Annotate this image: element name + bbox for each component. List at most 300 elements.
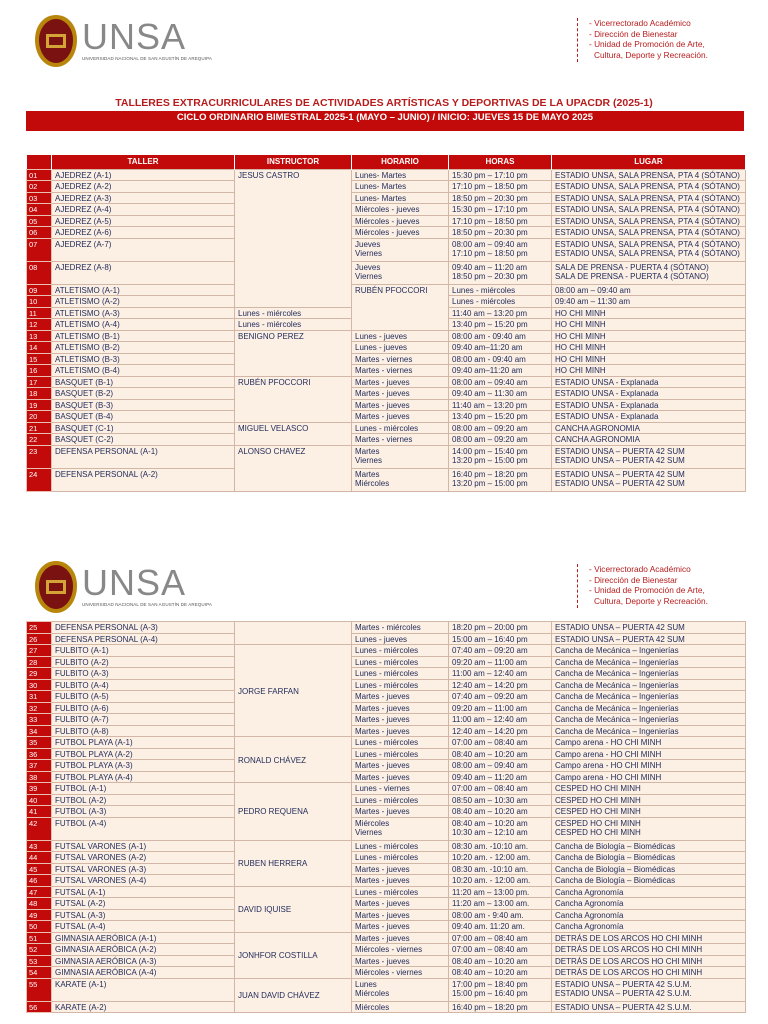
lugar-line: SALA DE PRENSA - PUERTA 4 (SÓTANO) — [555, 271, 709, 281]
horas-cell — [449, 875, 552, 887]
horas-cell — [449, 806, 552, 818]
department-line: Cultura, Deporte y Recreación. — [594, 595, 708, 606]
table-row — [27, 679, 746, 691]
department-block — [589, 18, 708, 60]
lugar-cell — [552, 422, 746, 434]
row-number: 11 — [27, 307, 52, 319]
horas-cell — [449, 898, 552, 910]
taller-cell: AJEDREZ (A-1) — [52, 169, 235, 181]
taller-cell: ATLETISMO (A-2) — [52, 296, 235, 308]
taller-cell: FULBITO (A-2) — [52, 656, 235, 668]
table-row — [27, 422, 746, 434]
unsa-logo — [34, 14, 212, 70]
row-number: 43 — [27, 840, 52, 852]
taller-cell: FULBITO (A-4) — [52, 679, 235, 691]
horario-cell — [352, 771, 449, 783]
lugar-cell — [552, 852, 746, 864]
lugar-line: SALA DE PRENSA - PUERTA 4 (SÓTANO) — [555, 262, 709, 272]
table-row — [27, 737, 746, 749]
horas-cell — [449, 955, 552, 967]
horas-cell — [449, 181, 552, 193]
table-row — [27, 875, 746, 887]
table-row — [27, 794, 746, 806]
horario-cell — [352, 399, 449, 411]
horario-line: Martes - jueves — [355, 412, 410, 421]
lugar-cell — [552, 806, 746, 818]
horario-cell — [352, 806, 449, 818]
horario-line: Lunes - miércoles — [238, 308, 302, 318]
row-number: 37 — [27, 760, 52, 772]
horas-line: 11:40 am – 13:20 pm — [452, 308, 528, 318]
horario-cell — [352, 898, 449, 910]
table-row — [27, 863, 746, 875]
horas-line: 15:30 pm – 17:10 pm — [452, 205, 528, 214]
horas-line: 09:40 am – 11:20 am — [452, 772, 528, 782]
horas-cell — [449, 794, 552, 806]
lugar-cell — [552, 978, 746, 1001]
lugar-line: Cancha de Biología – Biomédicas — [555, 876, 676, 885]
horario-line: Lunes - viernes — [355, 784, 410, 793]
lugar-line: ESTADIO UNSA – PUERTA 42 SUM — [555, 623, 685, 632]
horas-line: 09:40 am. 11:20 am. — [452, 922, 525, 931]
horas-line: 08:40 am – 10:20 am — [452, 968, 528, 977]
row-number: 12 — [27, 319, 52, 331]
horas-cell — [552, 284, 746, 296]
lugar-line: ESTADIO UNSA, SALA PRENSA, PTA 4 (SÓTANO) — [555, 193, 740, 203]
row-number: 42 — [27, 817, 52, 840]
horario-line: Lunes — [355, 979, 377, 989]
horario-line: Miércoles - jueves — [355, 205, 420, 214]
taller-cell: AJEDREZ (A-5) — [52, 215, 235, 227]
horas-line: 13:20 pm – 15:00 pm — [452, 478, 528, 488]
taller-cell: FUTBOL PLAYA (A-2) — [52, 748, 235, 760]
horario-cell — [235, 307, 352, 319]
horario-cell — [352, 852, 449, 864]
horario-line: Lunes - miércoles — [355, 680, 419, 690]
department-line: - Vicerrectorado Académico — [589, 18, 691, 28]
horas-line: 15:00 am – 16:40 pm — [452, 634, 528, 644]
logo-wordmark: UNSA — [82, 16, 187, 57]
horario-line: Martes - jueves — [355, 377, 410, 387]
department-line: - Dirección de Bienestar — [589, 574, 678, 585]
lugar-line: DETRÁS DE LOS ARCOS HO CHI MINH — [555, 933, 703, 943]
horas-cell — [449, 714, 552, 726]
horario-cell — [352, 330, 449, 342]
lugar-cell — [552, 725, 746, 737]
horas-line: 08:40 am – 10:20 am — [452, 749, 528, 759]
lugar-line: Cancha de Mecánica – Ingenierías — [555, 726, 679, 736]
taller-cell: ATLETISMO (B-2) — [52, 342, 235, 354]
horas-line: 08:00 am - 09:40 am — [452, 354, 526, 364]
table-row — [27, 434, 746, 446]
lugar-line: HO CHI MINH — [555, 343, 606, 352]
horas-cell — [449, 434, 552, 446]
lugar-cell — [552, 342, 746, 354]
row-number: 29 — [27, 668, 52, 680]
horas-cell — [449, 261, 552, 284]
lugar-line: ESTADIO UNSA - Explanada — [555, 400, 659, 410]
logo-subtitle: UNIVERSIDAD NACIONAL DE SAN AGUSTÍN DE AREQUIPA — [82, 602, 212, 607]
row-number: 08 — [27, 261, 52, 284]
row-number: 34 — [27, 725, 52, 737]
lugar-line: Cancha Agronomía — [555, 910, 624, 920]
lugar-line: Cancha de Biología – Biomédicas — [555, 841, 676, 851]
taller-cell: FUTBOL PLAYA (A-4) — [52, 771, 235, 783]
horario-cell — [352, 967, 449, 979]
horario-cell — [352, 422, 449, 434]
lugar-cell — [552, 679, 746, 691]
row-number: 47 — [27, 886, 52, 898]
document-subtitle: CICLO ORDINARIO BIMESTRAL 2025-1 (MAYO – JUNIO) / INICIO: JUEVES 15 DE MAYO 2025 — [26, 111, 744, 131]
horas-cell — [449, 633, 552, 645]
horas-cell — [449, 783, 552, 795]
lugar-line: CESPED HO CHI MINH — [555, 818, 641, 828]
horario-cell — [352, 886, 449, 898]
lugar-cell — [552, 714, 746, 726]
horario-cell — [352, 388, 449, 400]
horas-line: 08:00 am – 09:40 am — [452, 239, 528, 249]
taller-cell: ATLETISMO (B-1) — [52, 330, 235, 342]
horas-line: 08:40 am – 10:20 am — [452, 818, 528, 828]
table-row — [27, 840, 746, 852]
horas-cell — [449, 852, 552, 864]
taller-cell: FULBITO (A-7) — [52, 714, 235, 726]
horario-line: Martes - viernes — [355, 366, 413, 375]
horario-line: Jueves — [355, 262, 381, 272]
horas-cell — [552, 296, 746, 308]
lugar-line: ESTADIO UNSA – PUERTA 42 SUM — [555, 455, 685, 465]
horario-line: Viernes — [355, 455, 382, 465]
table-row — [27, 399, 746, 411]
lugar-line: CESPED HO CHI MINH — [555, 827, 641, 837]
row-number: 05 — [27, 215, 52, 227]
lugar-line: Cancha de Biología – Biomédicas — [555, 853, 676, 862]
lugar-cell — [552, 261, 746, 284]
horario-cell — [235, 319, 352, 331]
table-row — [27, 365, 746, 377]
horas-cell — [449, 319, 552, 331]
horario-cell — [352, 932, 449, 944]
horario-cell — [352, 645, 449, 657]
horario-cell — [352, 215, 449, 227]
table-row — [27, 656, 746, 668]
horario-line: Jueves — [355, 239, 381, 249]
horas-cell — [449, 886, 552, 898]
lugar-line: ESTADIO UNSA – PUERTA 42 S.U.M. — [555, 988, 692, 998]
horario-line: Lunes - jueves — [355, 634, 408, 644]
table-row — [27, 978, 746, 1001]
horas-cell — [449, 376, 552, 388]
row-number: 55 — [27, 978, 52, 1001]
instructor-cell: JONHFOR COSTILLA — [235, 932, 352, 978]
lugar-cell — [552, 886, 746, 898]
table-row — [27, 955, 746, 967]
row-number: 23 — [27, 445, 52, 468]
taller-cell: FUTBOL (A-2) — [52, 794, 235, 806]
row-number: 15 — [27, 353, 52, 365]
horario-cell — [352, 909, 449, 921]
horas-line: 08:00 am – 09:20 am — [452, 423, 528, 433]
table-row — [27, 215, 746, 227]
horario-line: Lunes - miércoles — [355, 423, 419, 433]
horario-line: Martes - jueves — [355, 703, 410, 713]
lugar-cell — [552, 376, 746, 388]
horas-cell — [449, 737, 552, 749]
horario-cell — [352, 434, 449, 446]
lugar-cell — [552, 468, 746, 491]
horario-cell — [352, 227, 449, 239]
row-number: 01 — [27, 169, 52, 181]
lugar-cell — [552, 909, 746, 921]
horario-cell — [352, 955, 449, 967]
table-row — [27, 169, 746, 181]
horario-line: Lunes - miércoles — [452, 297, 516, 306]
lugar-line: ESTADIO UNSA – PUERTA 42 SUM — [555, 469, 685, 479]
lugar-line: ESTADIO UNSA, SALA PRENSA, PTA 4 (SÓTANO) — [555, 228, 740, 237]
lugar-cell — [552, 204, 746, 216]
lugar-line: DETRÁS DE LOS ARCOS HO CHI MINH — [555, 968, 703, 977]
horas-cell — [449, 760, 552, 772]
lugar-cell — [552, 445, 746, 468]
lugar-cell — [552, 227, 746, 239]
horas-cell — [449, 215, 552, 227]
instructor-cell: RONALD CHÁVEZ — [235, 737, 352, 783]
lugar-line: CESPED HO CHI MINH — [555, 784, 641, 793]
row-number: 18 — [27, 388, 52, 400]
row-number: 06 — [27, 227, 52, 239]
horario-line: Viernes — [355, 248, 382, 258]
lugar-line: ESTADIO UNSA, SALA PRENSA, PTA 4 (SÓTANO) — [555, 205, 740, 214]
table-row — [27, 760, 746, 772]
taller-cell: FUTBOL (A-3) — [52, 806, 235, 818]
horas-cell — [449, 307, 552, 319]
taller-cell: FULBITO (A-8) — [52, 725, 235, 737]
taller-cell: FUTBOL (A-4) — [52, 817, 235, 840]
lugar-line: CANCHA AGRONOMIA — [555, 423, 640, 433]
horas-cell — [449, 679, 552, 691]
horas-line: 08:50 am – 10:30 am — [452, 795, 528, 805]
horas-cell — [449, 645, 552, 657]
instructor-cell: JORGE FARFAN — [235, 645, 352, 737]
horario-line: Lunes - miércoles — [355, 795, 419, 805]
department-block — [589, 564, 708, 606]
lugar-line: Cancha de Mecánica – Ingenierías — [555, 715, 679, 724]
lugar-line: HO CHI MINH — [555, 320, 606, 329]
horario-cell — [352, 921, 449, 933]
horas-cell — [449, 622, 552, 634]
taller-cell: BASQUET (B-3) — [52, 399, 235, 411]
horas-line: 08:30 am. -10:10 am. — [452, 841, 529, 851]
lugar-line: ESTADIO UNSA - Explanada — [555, 377, 659, 387]
lugar-line: ESTADIO UNSA, SALA PRENSA, PTA 4 (SÓTANO) — [555, 248, 740, 258]
row-number: 14 — [27, 342, 52, 354]
horario-cell — [352, 702, 449, 714]
row-number: 52 — [27, 944, 52, 956]
horas-line: 08:00 am – 09:40 am — [555, 285, 631, 295]
horas-line: 10:20 am. - 12:00 am. — [452, 853, 531, 862]
taller-cell: BASQUET (B-2) — [52, 388, 235, 400]
table-row — [27, 411, 746, 423]
horario-line: Miércoles — [355, 1002, 390, 1012]
lugar-cell — [552, 898, 746, 910]
lugar-line: ESTADIO UNSA – PUERTA 42 S.U.M. — [555, 979, 692, 989]
table-row — [27, 468, 746, 491]
lugar-line: CESPED HO CHI MINH — [555, 795, 641, 805]
horas-line: 09:40 am – 11:30 am — [452, 389, 528, 398]
taller-cell: BASQUET (B-4) — [52, 411, 235, 423]
taller-cell: AJEDREZ (A-2) — [52, 181, 235, 193]
taller-cell: AJEDREZ (A-3) — [52, 192, 235, 204]
horario-cell — [352, 679, 449, 691]
lugar-line: ESTADIO UNSA, SALA PRENSA, PTA 4 (SÓTANO) — [555, 239, 740, 249]
horas-cell — [449, 771, 552, 783]
taller-cell: KARATE (A-2) — [52, 1001, 235, 1013]
column-header — [27, 155, 52, 169]
taller-cell: ATLETISMO (A-3) — [52, 307, 235, 319]
lugar-cell — [552, 388, 746, 400]
row-number: 24 — [27, 468, 52, 491]
table-row — [27, 388, 746, 400]
row-number: 19 — [27, 399, 52, 411]
table-row — [27, 898, 746, 910]
horario-line: Lunes - miércoles — [355, 738, 419, 747]
lugar-cell — [552, 748, 746, 760]
lugar-cell — [552, 238, 746, 261]
lugar-line: DETRÁS DE LOS ARCOS HO CHI MINH — [555, 956, 703, 966]
department-line: - Unidad de Promoción de Arte, — [589, 39, 705, 50]
table-header-row — [27, 155, 746, 169]
horas-line: 08:00 am – 09:40 am — [452, 377, 528, 387]
row-number: 16 — [27, 365, 52, 377]
horario-line: Martes - jueves — [355, 400, 410, 410]
university-seal-icon — [34, 560, 78, 614]
horas-line: 17:10 pm – 18:50 pm — [452, 216, 528, 226]
horario-line: Lunes - jueves — [355, 343, 408, 352]
table-row — [27, 204, 746, 216]
table-row — [27, 330, 746, 342]
workshop-table-2 — [26, 621, 746, 1013]
lugar-line: Cancha de Mecánica – Ingenierías — [555, 703, 679, 713]
department-line: Cultura, Deporte y Recreación. — [594, 49, 708, 60]
horario-line: Miércoles — [355, 988, 390, 998]
lugar-cell — [552, 875, 746, 887]
lugar-cell — [552, 434, 746, 446]
horario-cell — [352, 817, 449, 840]
taller-cell: FUTSAL VARONES (A-1) — [52, 840, 235, 852]
lugar-cell — [552, 840, 746, 852]
table-row — [27, 1001, 746, 1013]
lugar-cell — [552, 169, 746, 181]
row-number: 35 — [27, 737, 52, 749]
horario-cell — [352, 944, 449, 956]
table-row — [27, 771, 746, 783]
horario-cell — [352, 204, 449, 216]
header-divider — [577, 564, 578, 608]
column-header: LUGAR — [552, 155, 746, 169]
horas-line: 13:40 pm – 15:20 pm — [452, 412, 528, 421]
horas-line: 18:20 pm – 20:00 pm — [452, 623, 528, 632]
lugar-line: CANCHA AGRONOMIA — [555, 435, 640, 444]
horario-line: Martes - jueves — [355, 922, 410, 931]
instructor-cell: RUBÉN PFOCCORI — [352, 284, 449, 330]
lugar-line: HO CHI MINH — [555, 366, 606, 375]
taller-cell: GIMNASIA AERÓBICA (A-3) — [52, 955, 235, 967]
row-number: 07 — [27, 238, 52, 261]
horas-cell — [449, 932, 552, 944]
taller-cell: FUTSAL (A-4) — [52, 921, 235, 933]
horas-line: 15:30 pm – 17:10 pm — [452, 170, 528, 180]
horas-line: 13:40 pm – 15:20 pm — [452, 320, 528, 329]
horas-line: 08:40 am – 10:20 am — [452, 956, 528, 966]
instructor-cell: ALONSO CHAVEZ — [235, 445, 352, 491]
horario-cell — [352, 376, 449, 388]
horario-line: Miércoles - jueves — [355, 216, 420, 226]
horario-cell — [352, 365, 449, 377]
taller-cell: BASQUET (C-1) — [52, 422, 235, 434]
lugar-cell — [552, 932, 746, 944]
lugar-cell — [552, 319, 746, 331]
lugar-cell — [552, 330, 746, 342]
horas-line: 18:50 pm – 20:30 pm — [452, 271, 528, 281]
row-number: 17 — [27, 376, 52, 388]
table-row — [27, 342, 746, 354]
table-row — [27, 227, 746, 239]
lugar-cell — [552, 656, 746, 668]
row-number: 39 — [27, 783, 52, 795]
table-row — [27, 909, 746, 921]
horas-line: 17:00 pm – 18:40 pm — [452, 979, 528, 989]
table-row — [27, 691, 746, 703]
taller-cell: BASQUET (C-2) — [52, 434, 235, 446]
horas-line: 10:30 am – 12:10 am — [452, 827, 528, 837]
lugar-cell — [552, 645, 746, 657]
lugar-line: ESTADIO UNSA – PUERTA 42 SUM — [555, 446, 685, 456]
horario-line: Miércoles - jueves — [355, 228, 420, 237]
table-row — [27, 714, 746, 726]
lugar-cell — [552, 760, 746, 772]
horas-cell — [449, 840, 552, 852]
page-header — [0, 0, 768, 70]
taller-cell: DEFENSA PERSONAL (A-4) — [52, 633, 235, 645]
lugar-line: HO CHI MINH — [555, 354, 606, 364]
horas-line: 11:20 am – 13:00 am. — [452, 899, 530, 908]
lugar-line: Campo arena - HO CHI MINH — [555, 772, 662, 782]
row-number: 25 — [27, 622, 52, 634]
horario-cell — [352, 668, 449, 680]
horas-line: 12:40 am – 14:20 pm — [452, 726, 528, 736]
lugar-cell — [552, 181, 746, 193]
lugar-line: ESTADIO UNSA, SALA PRENSA, PTA 4 (SÓTANO) — [555, 182, 740, 191]
horas-cell — [449, 204, 552, 216]
department-line: - Vicerrectorado Académico — [589, 564, 691, 574]
row-number: 44 — [27, 852, 52, 864]
row-number: 20 — [27, 411, 52, 423]
horas-line: 08:00 am – 09:40 am — [452, 761, 528, 770]
university-seal-icon — [34, 14, 78, 68]
table-row — [27, 967, 746, 979]
department-line: - Dirección de Bienestar — [589, 28, 678, 39]
horario-line: Lunes- Martes — [355, 193, 407, 203]
logo-subtitle: UNIVERSIDAD NACIONAL DE SAN AGUSTÍN DE AREQUIPA — [82, 56, 212, 61]
horario-cell — [449, 296, 552, 308]
horas-line: 17:10 pm – 18:50 pm — [452, 248, 528, 258]
horario-line: Lunes - miércoles — [355, 749, 419, 759]
lugar-cell — [552, 817, 746, 840]
lugar-cell — [552, 702, 746, 714]
instructor-cell — [235, 622, 352, 645]
horas-cell — [449, 388, 552, 400]
row-number: 02 — [27, 181, 52, 193]
